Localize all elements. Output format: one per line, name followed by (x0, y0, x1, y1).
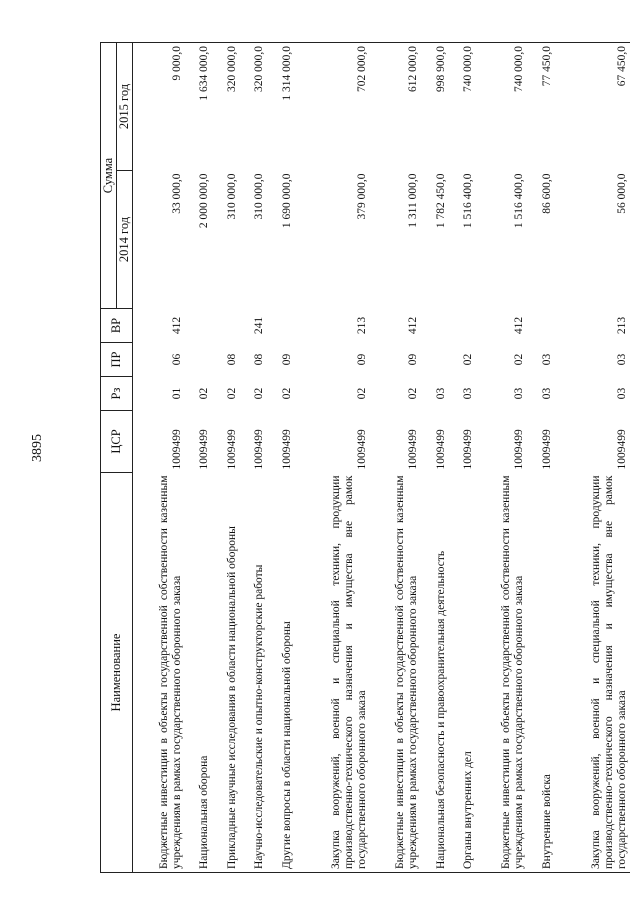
table-row (185, 43, 212, 873)
row-vr (421, 309, 448, 343)
row-sum-2014: 33 000,0 (170, 173, 183, 214)
row-name: Закупка вооружений, военной и специальной техники, продукции производственно-технического назначения и имущества вне рамок государственного оборонного заказа (329, 475, 368, 869)
row-pr: 09 (407, 353, 420, 366)
table-header (101, 43, 133, 873)
row-csr: 1009499 (280, 429, 293, 470)
table-row (212, 43, 239, 873)
row-sum-2014: 2 000 000,0 (198, 173, 211, 229)
row-name: Национальная оборона (198, 755, 211, 869)
row-pr: 03 (616, 353, 628, 366)
row-vr: 213 (355, 316, 368, 335)
row-sum-2015: 77 450,0 (540, 46, 553, 87)
row-name: Органы внутренних дел (462, 751, 475, 869)
header-csr: ЦСР (101, 411, 133, 473)
row-sum-2015: 702 000,0 (355, 46, 368, 92)
row-name: Бюджетные инвестиции в объекты государственной собственности казенным учреждениям в рамках государственного оборонного заказа (500, 475, 526, 869)
row-rz: 02 (225, 387, 238, 400)
page-number: 3895 (30, 434, 45, 462)
header-vr: ВР (101, 309, 133, 343)
row-name: Бюджетные инвестиции в объекты государственной собственности казенным учреждениям в рамках государственного оборонного заказа (157, 475, 183, 869)
row-vr: 241 (253, 316, 266, 335)
row-pr (421, 343, 448, 377)
row-rz: 02 (253, 387, 266, 400)
row-rz: 03 (434, 387, 447, 400)
row-sum-2015: 740 000,0 (513, 46, 526, 92)
row-vr: 412 (513, 316, 526, 335)
row-name: Закупка вооружений, военной и специальной техники, продукции производственно-технического назначения и имущества вне рамок государственного оборонного заказа (590, 475, 628, 869)
table-row (133, 43, 185, 873)
row-rz: 03 (513, 387, 526, 400)
row-csr: 1009499 (513, 429, 526, 470)
row-csr: 1009499 (616, 429, 628, 470)
row-name: Внутренние войска (540, 774, 553, 869)
table-row (240, 43, 267, 873)
row-sum-2014: 310 000,0 (225, 173, 238, 220)
row-csr: 1009499 (170, 429, 183, 470)
row-csr: 1009499 (540, 429, 553, 470)
row-sum-2014: 1 516 400,0 (462, 173, 475, 229)
row-csr: 1009499 (434, 429, 447, 470)
row-csr: 1009499 (225, 429, 238, 470)
header-year-2014: 2014 год (117, 171, 133, 309)
row-rz: 03 (616, 387, 628, 400)
row-sum-2015: 998 900,0 (434, 46, 447, 92)
table-row (370, 43, 421, 873)
row-pr: 09 (355, 353, 368, 366)
row-vr (185, 309, 212, 343)
row-pr: 06 (170, 353, 183, 366)
row-sum-2014: 86 600,0 (540, 173, 553, 214)
budget-table (100, 42, 630, 873)
row-rz: 02 (355, 387, 368, 400)
row-sum-2014: 1 690 000,0 (280, 173, 293, 229)
row-vr: 412 (170, 316, 183, 335)
row-sum-2015: 67 450,0 (616, 46, 628, 87)
row-pr (185, 343, 212, 377)
row-vr (449, 309, 476, 343)
row-pr: 08 (253, 353, 266, 366)
row-csr: 1009499 (198, 429, 211, 470)
row-rz: 03 (462, 387, 475, 400)
row-rz: 01 (170, 387, 183, 400)
row-pr: 02 (462, 353, 475, 366)
row-sum-2015: 320 000,0 (225, 46, 238, 92)
row-sum-2015: 9 000,0 (170, 46, 183, 81)
row-sum-2014: 379 000,0 (355, 173, 368, 220)
row-sum-2015: 612 000,0 (407, 46, 420, 92)
row-csr: 1009499 (253, 429, 266, 470)
row-name: Национальная безопасность и правоохранительная деятельность (434, 550, 447, 869)
rotated-table-container (100, 43, 630, 873)
row-sum-2015: 1 634 000,0 (198, 46, 211, 101)
row-pr: 02 (513, 353, 526, 366)
row-vr: 213 (616, 316, 628, 335)
row-name: Прикладные научные исследования в области национальной обороны (225, 526, 238, 869)
row-sum-2014: 310 000,0 (253, 173, 266, 220)
row-name: Бюджетные инвестиции в объекты государственной собственности казенным учреждениям в рамках государственного оборонного заказа (394, 475, 420, 869)
table-body (133, 43, 631, 873)
table-row (421, 43, 448, 873)
row-vr (267, 309, 294, 343)
row-rz: 02 (407, 387, 420, 400)
row-rz: 02 (280, 387, 293, 400)
header-rz: Рз (101, 377, 133, 411)
header-sum: Сумма (101, 43, 117, 309)
row-sum-2015: 320 000,0 (253, 46, 266, 92)
row-csr: 1009499 (462, 429, 475, 470)
row-sum-2014: 1 782 450,0 (434, 173, 447, 229)
row-sum-2015: 740 000,0 (462, 46, 475, 92)
table-row (527, 43, 554, 873)
header-pr: ПР (101, 343, 133, 377)
row-csr: 1009499 (355, 429, 368, 470)
row-rz: 02 (198, 387, 211, 400)
row-vr (212, 309, 239, 343)
table-row (295, 43, 370, 873)
row-name: Научно-исследовательские и опытно-конструкторские работы (253, 564, 266, 869)
row-pr: 03 (540, 353, 553, 366)
row-pr: 09 (280, 353, 293, 366)
row-sum-2014: 1 516 400,0 (513, 173, 526, 229)
row-vr (527, 309, 554, 343)
row-rz: 03 (540, 387, 553, 400)
row-name: Другие вопросы в области национальной обороны (280, 621, 293, 869)
row-sum-2014: 56 000,0 (616, 173, 628, 214)
row-vr: 412 (407, 316, 420, 335)
table-row (476, 43, 527, 873)
row-sum-2015: 1 314 000,0 (280, 46, 293, 101)
table-row (267, 43, 294, 873)
row-pr: 08 (225, 353, 238, 366)
row-csr: 1009499 (407, 429, 420, 470)
header-year-2015: 2015 год (117, 43, 133, 171)
table-row (449, 43, 476, 873)
row-sum-2014: 1 311 000,0 (407, 173, 420, 228)
table-row (555, 43, 630, 873)
header-name: Наименование (101, 473, 133, 873)
